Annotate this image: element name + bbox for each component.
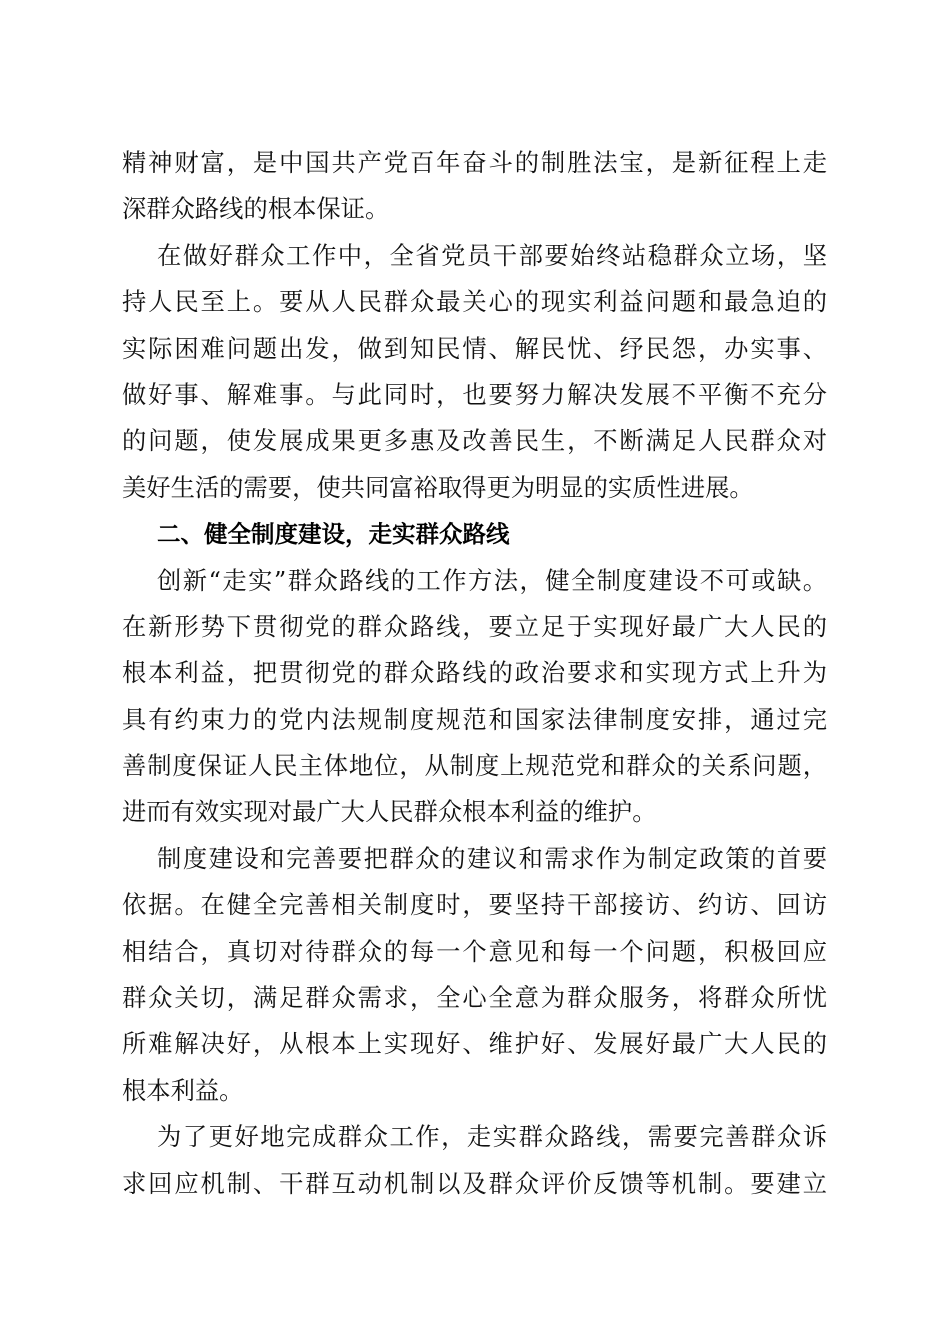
paragraph-start-line: 创新“走实”群众路线的工作方法，健全制度建设不可或缺。 [157, 565, 827, 595]
text-line: 依据。在健全完善相关制度时，要坚持干部接访、约访、回访 [122, 890, 827, 920]
text-line: 实际困难问题出发，做到知民情、解民忧、纾民怨，办实事、 [122, 333, 827, 363]
text-line: 的问题，使发展成果更多惠及改善民生，不断满足人民群众对 [122, 426, 827, 456]
text-line: 美好生活的需要，使共同富裕取得更为明显的实质性进展。 [122, 472, 754, 502]
text-line: 在新形势下贯彻党的群众路线，要立足于实现好最广大人民的 [122, 611, 827, 641]
text-line: 求回应机制、干群互动机制以及群众评价反馈等机制。要建立 [122, 1168, 827, 1198]
text-line: 精神财富，是中国共产党百年奋斗的制胜法宝，是新征程上走 [122, 148, 827, 177]
section-heading: 二、健全制度建设，走实群众路线 [157, 520, 510, 549]
paragraph-start-line: 制度建设和完善要把群众的建议和需求作为制定政策的首要 [157, 843, 827, 873]
text-line: 相结合，真切对待群众的每一个意见和每一个问题，积极回应 [122, 936, 827, 966]
text-line: 根本利益。 [122, 1075, 244, 1105]
text-line: 做好事、解难事。与此同时，也要努力解决发展不平衡不充分 [122, 379, 827, 409]
text-line: 根本利益，把贯彻党的群众路线的政治要求和实现方式上升为 [122, 658, 827, 688]
text-line: 所难解决好，从根本上实现好、维护好、发展好最广大人民的 [122, 1029, 827, 1059]
text-line: 深群众路线的根本保证。 [122, 194, 390, 224]
text-line: 善制度保证人民主体地位，从制度上规范党和群众的关系问题， [122, 751, 827, 781]
paragraph-start-line: 为了更好地完成群众工作，走实群众路线，需要完善群众诉 [157, 1122, 827, 1152]
text-line: 群众关切，满足群众需求，全心全意为群众服务，将群众所忧 [122, 983, 827, 1013]
text-line: 持人民至上。要从人民群众最关心的现实利益问题和最急迫的 [122, 287, 827, 317]
paragraph-start-line: 在做好群众工作中，全省党员干部要始终站稳群众立场，坚 [157, 240, 827, 270]
document-body [122, 140, 827, 1207]
text-line: 具有约束力的党内法规制度规范和国家法律制度安排，通过完 [122, 704, 827, 734]
text-line: 进而有效实现对最广大人民群众根本利益的维护。 [122, 797, 657, 827]
